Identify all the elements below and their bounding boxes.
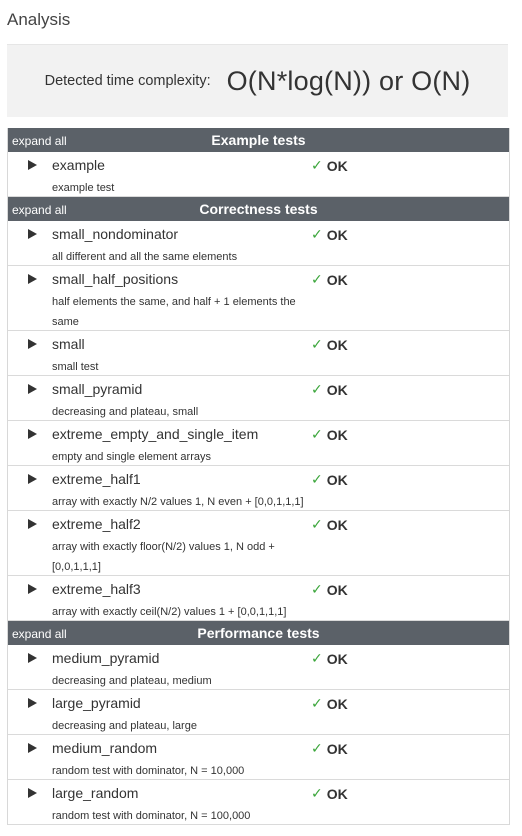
test-row[interactable] xyxy=(8,780,509,825)
test-name: large_random xyxy=(52,785,139,801)
test-result xyxy=(311,695,348,712)
check-icon: ✓ xyxy=(311,426,323,442)
test-result xyxy=(311,381,348,398)
expand-arrow-icon[interactable] xyxy=(28,788,37,798)
expand-all-link[interactable]: expand all xyxy=(12,203,67,217)
section-title: Correctness tests xyxy=(199,201,318,217)
section-title: Example tests xyxy=(211,132,306,148)
test-name: small_nondominator xyxy=(52,226,179,242)
expand-arrow-icon[interactable] xyxy=(28,160,37,170)
section-header xyxy=(8,621,509,645)
test-name: medium_pyramid xyxy=(52,650,160,666)
test-row[interactable] xyxy=(8,152,509,197)
test-result xyxy=(311,516,348,533)
expand-arrow-icon[interactable] xyxy=(28,743,37,753)
expand-arrow-icon[interactable] xyxy=(28,274,37,284)
test-description: decreasing and plateau, large xyxy=(52,720,197,732)
test-result xyxy=(311,271,348,288)
status-text: OK xyxy=(326,226,348,243)
test-result xyxy=(311,650,348,667)
check-icon: ✓ xyxy=(311,695,323,711)
test-name: extreme_half2 xyxy=(52,516,141,532)
complexity-value: O(N*log(N)) or O(N) xyxy=(226,65,471,96)
check-icon: ✓ xyxy=(311,516,323,532)
test-result xyxy=(311,471,348,488)
test-name: small xyxy=(52,336,85,352)
test-name: example xyxy=(52,157,105,173)
check-icon: ✓ xyxy=(311,471,323,487)
test-result xyxy=(311,740,348,757)
test-description: all different and all the same elements xyxy=(52,251,238,263)
test-results xyxy=(7,128,510,825)
test-description: half elements the same, and half + 1 elements the same xyxy=(52,296,296,328)
test-row[interactable] xyxy=(8,421,509,466)
status-text: OK xyxy=(326,157,348,174)
expand-arrow-icon[interactable] xyxy=(28,653,37,663)
test-name: extreme_empty_and_single_item xyxy=(52,426,259,442)
section-title: Performance tests xyxy=(197,625,320,641)
status-text: OK xyxy=(326,516,348,533)
expand-all-link[interactable]: expand all xyxy=(12,134,67,148)
test-row[interactable] xyxy=(8,331,509,376)
complexity-label: Detected time complexity: xyxy=(44,73,211,89)
status-text: OK xyxy=(326,581,348,598)
status-text: OK xyxy=(326,785,348,802)
test-name: small_pyramid xyxy=(52,381,143,397)
test-description: decreasing and plateau, medium xyxy=(52,675,212,687)
expand-arrow-icon[interactable] xyxy=(28,474,37,484)
test-name: medium_random xyxy=(52,740,158,756)
test-name: small_half_positions xyxy=(52,271,179,287)
check-icon: ✓ xyxy=(311,336,323,352)
expand-arrow-icon[interactable] xyxy=(28,229,37,239)
test-name: extreme_half1 xyxy=(52,471,141,487)
test-result xyxy=(311,785,348,802)
test-description: small test xyxy=(52,361,99,373)
expand-arrow-icon[interactable] xyxy=(28,698,37,708)
expand-arrow-icon[interactable] xyxy=(28,519,37,529)
test-row[interactable] xyxy=(8,221,509,266)
test-row[interactable] xyxy=(8,576,509,621)
test-description: random test with dominator, N = 10,000 xyxy=(52,765,245,777)
expand-all-link[interactable]: expand all xyxy=(12,627,67,641)
test-row[interactable] xyxy=(8,376,509,421)
test-name: extreme_half3 xyxy=(52,581,141,597)
status-text: OK xyxy=(326,740,348,757)
test-result xyxy=(311,581,348,598)
expand-arrow-icon[interactable] xyxy=(28,384,37,394)
check-icon: ✓ xyxy=(311,381,323,397)
complexity-panel xyxy=(7,44,508,117)
expand-arrow-icon[interactable] xyxy=(28,339,37,349)
test-result xyxy=(311,157,348,174)
test-description: example test xyxy=(52,182,115,194)
check-icon: ✓ xyxy=(311,226,323,242)
test-description: decreasing and plateau, small xyxy=(52,406,199,418)
test-name: large_pyramid xyxy=(52,695,141,711)
test-result xyxy=(311,226,348,243)
test-row[interactable] xyxy=(8,511,509,576)
test-row[interactable] xyxy=(8,735,509,780)
status-text: OK xyxy=(326,336,348,353)
check-icon: ✓ xyxy=(311,271,323,287)
test-row[interactable] xyxy=(8,266,509,331)
test-description: array with exactly N/2 values 1, N even + [0,0,1,1,1] xyxy=(52,496,304,508)
section-header xyxy=(8,197,509,221)
page-title: Analysis xyxy=(7,10,71,29)
status-text: OK xyxy=(326,381,348,398)
test-row[interactable] xyxy=(8,466,509,511)
test-description: random test with dominator, N = 100,000 xyxy=(52,810,251,822)
status-text: OK xyxy=(326,271,348,288)
test-result xyxy=(311,336,348,353)
section-header xyxy=(8,128,509,152)
check-icon: ✓ xyxy=(311,581,323,597)
test-description: array with exactly floor(N/2) values 1, N odd + [0,0,1,1,1] xyxy=(52,541,275,573)
test-row[interactable] xyxy=(8,645,509,690)
test-row[interactable] xyxy=(8,690,509,735)
status-text: OK xyxy=(326,471,348,488)
check-icon: ✓ xyxy=(311,157,323,173)
expand-arrow-icon[interactable] xyxy=(28,584,37,594)
expand-arrow-icon[interactable] xyxy=(28,429,37,439)
status-text: OK xyxy=(326,695,348,712)
test-description: array with exactly ceil(N/2) values 1 + [0,0,1,1,1] xyxy=(52,606,287,618)
check-icon: ✓ xyxy=(311,740,323,756)
check-icon: ✓ xyxy=(311,785,323,801)
status-text: OK xyxy=(326,426,348,443)
status-text: OK xyxy=(326,650,348,667)
test-result xyxy=(311,426,348,443)
test-description: empty and single element arrays xyxy=(52,451,211,463)
check-icon: ✓ xyxy=(311,650,323,666)
